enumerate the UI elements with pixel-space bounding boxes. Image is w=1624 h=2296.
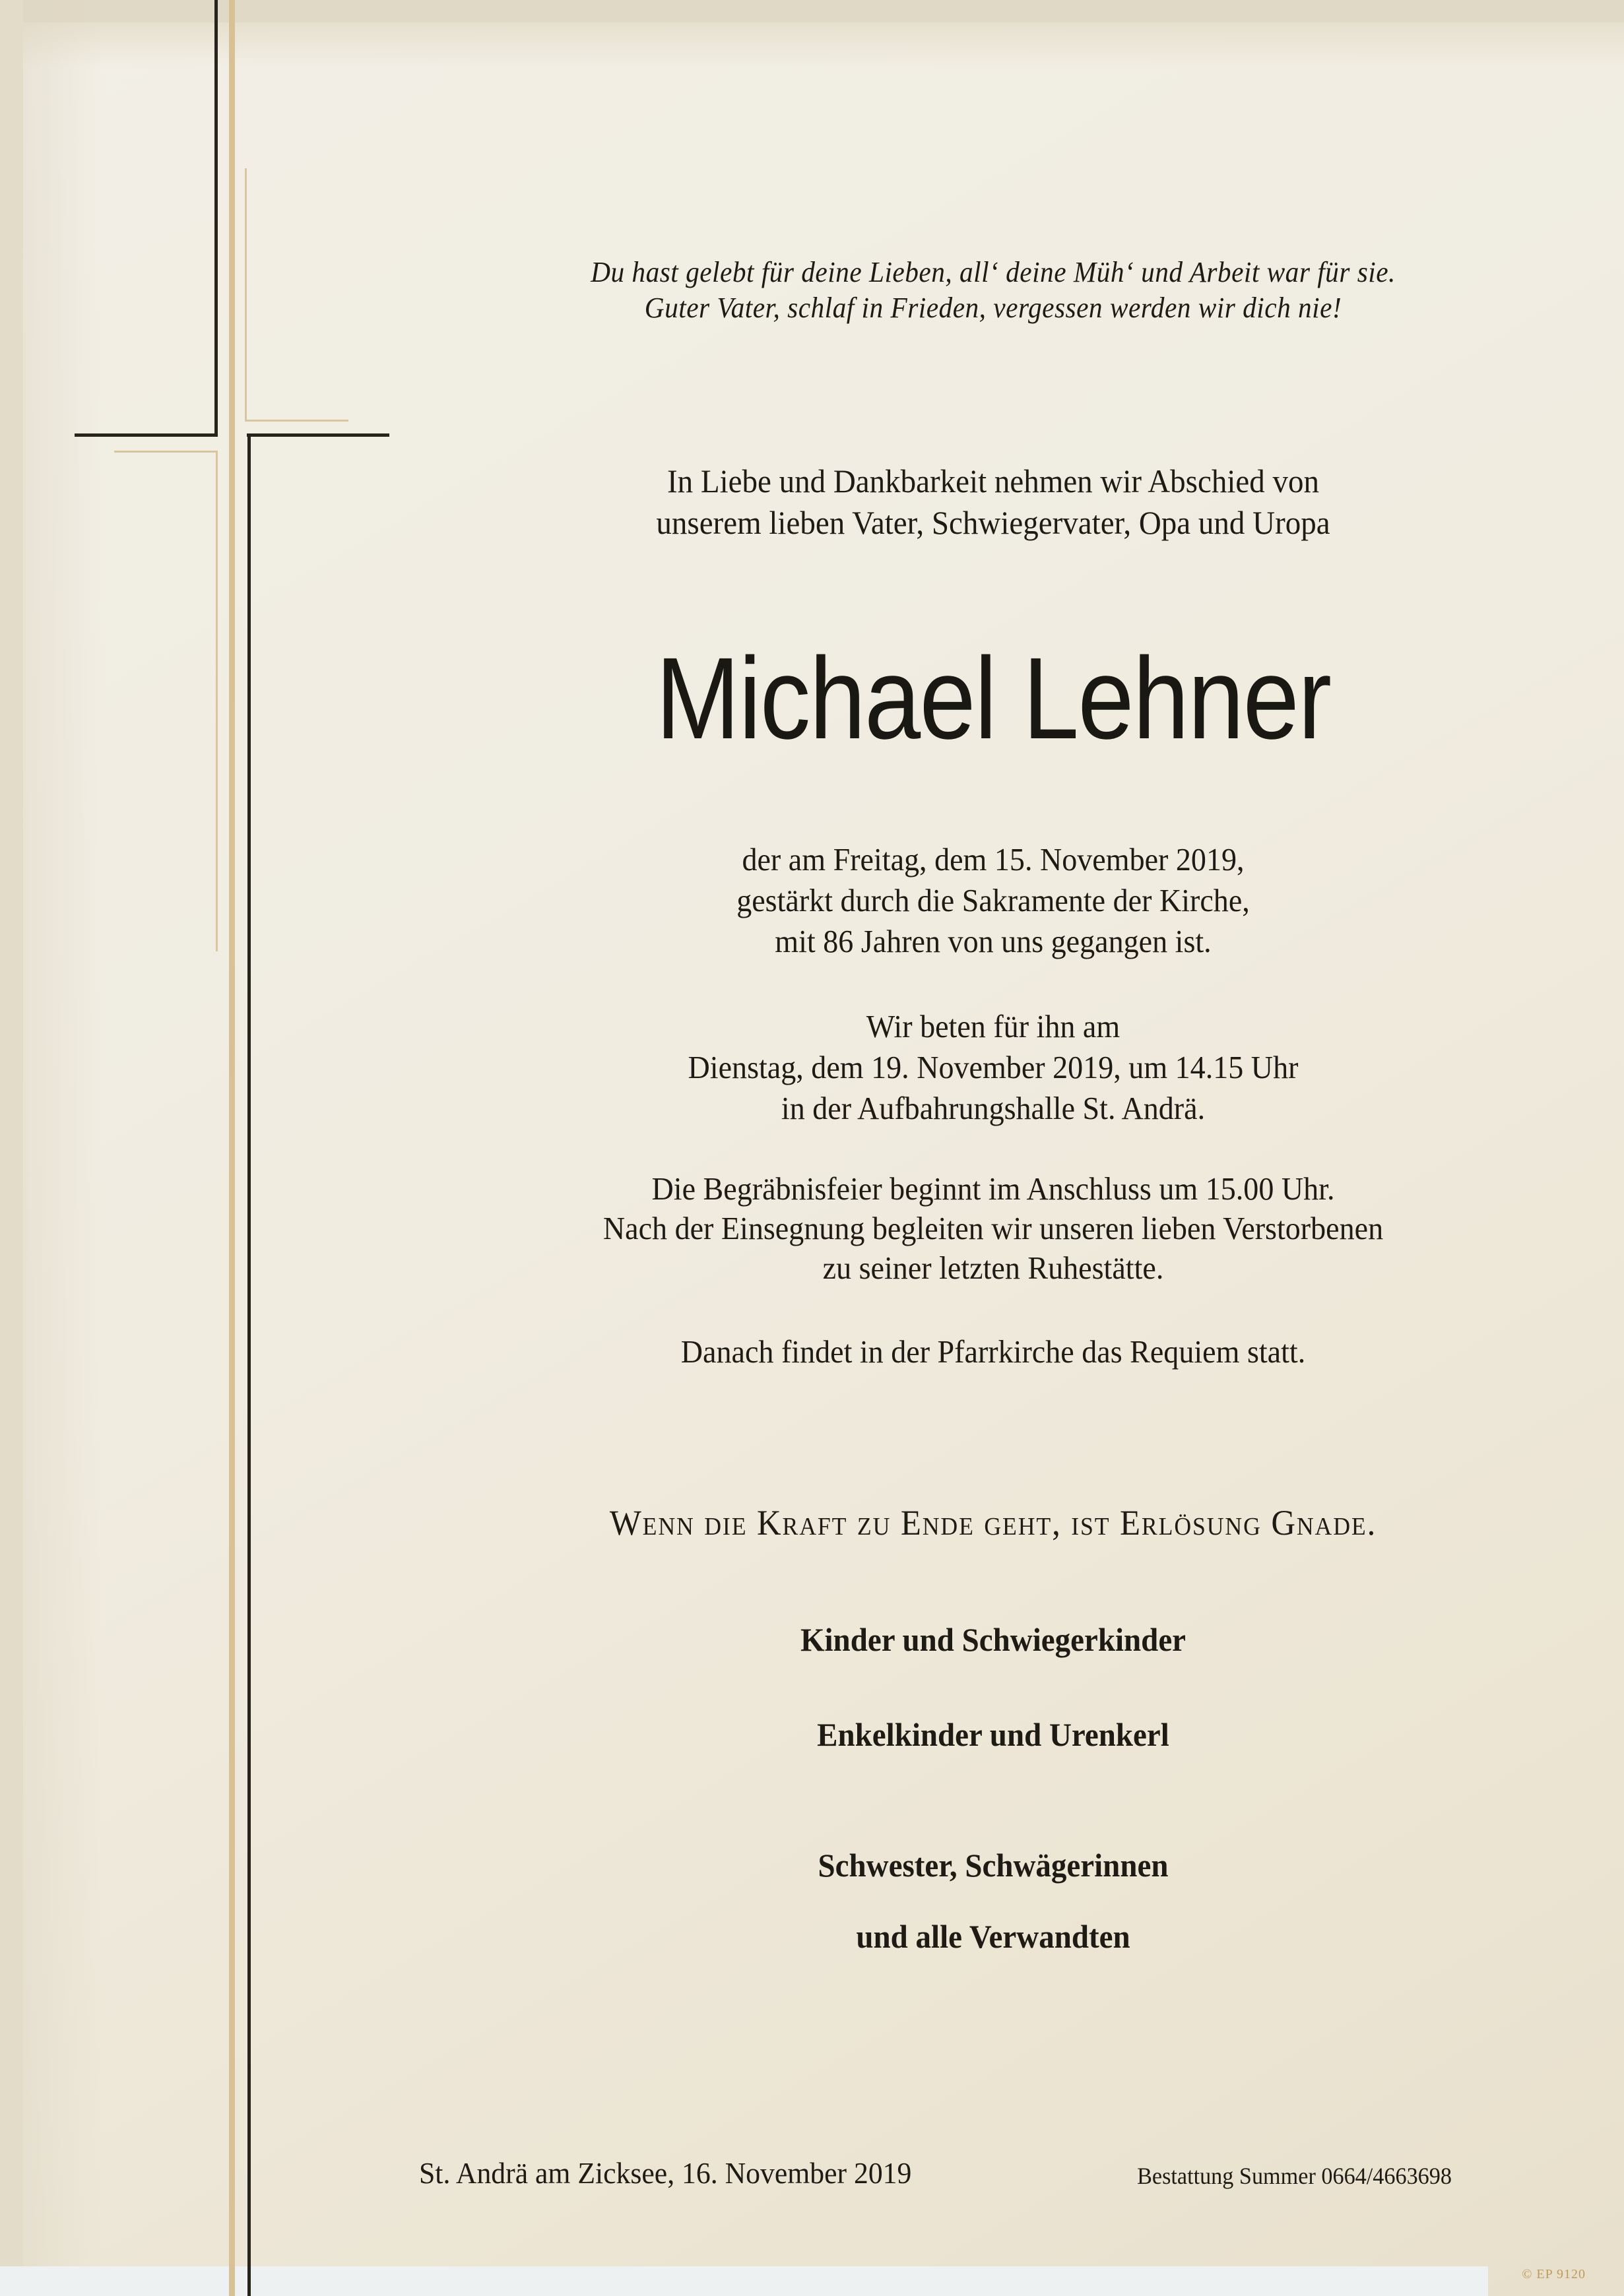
- mourners-line-2: Enkelkinder und Urenkerl: [817, 1716, 1169, 1753]
- mourners-line-1: Kinder und Schwiegerkinder: [800, 1621, 1186, 1658]
- epitaph-line-1: Du hast gelebt für deine Lieben, all‘ deine Müh‘ und Arbeit war für sie.: [591, 256, 1396, 288]
- passing-details: [407, 839, 1580, 962]
- undertaker-contact: Bestattung Summer 0664/4663698: [1137, 2163, 1452, 2189]
- cross-gold-arm-right: [245, 420, 348, 422]
- cross-black-arm-right: [247, 433, 389, 437]
- farewell-intro: [407, 461, 1580, 544]
- prayer-line-1: Wir beten für ihn am: [866, 1008, 1121, 1044]
- scan-left-edge: [0, 0, 23, 2296]
- passing-line-2: gestärkt durch die Sakramente der Kirche,: [736, 882, 1250, 918]
- cross-gold-vertical-upper-right: [245, 168, 247, 420]
- prayer-line-2: Dienstag, dem 19. November 2019, um 14.15 Uhr: [688, 1049, 1299, 1085]
- cross-gold-vertical-main: [229, 0, 235, 2296]
- scan-top-edge: [0, 0, 1624, 22]
- cross-black-vertical-lower: [247, 437, 251, 2296]
- passing-line-1: der am Freitag, dem 15. November 2019,: [742, 841, 1245, 877]
- cross-gold-vertical-lower-left: [216, 451, 218, 951]
- print-code: © EP 9120: [1522, 2267, 1586, 2281]
- requiem-note: Danach findet in der Pfarrkirche das Requiem statt.: [680, 1333, 1306, 1370]
- scan-bottom-strip: [0, 2266, 1488, 2296]
- epitaph-line-2: Guter Vater, schlaf in Frieden, vergessen werden wir dich nie!: [644, 292, 1342, 324]
- mourners-line-4: und alle Verwandten: [856, 1918, 1130, 1955]
- passing-line-3: mit 86 Jahren von uns gegangen ist.: [775, 923, 1212, 959]
- deceased-name: Michael Lehner: [655, 634, 1331, 763]
- cross-gold-arm-left: [114, 451, 218, 453]
- funeral-line-3: zu seiner letzten Ruhestätte.: [822, 1250, 1164, 1286]
- funeral-line-1: Die Begräbnisfeier beginnt im Anschluss um 15.00 Uhr.: [651, 1170, 1335, 1207]
- scan-left-shading: [23, 0, 102, 2296]
- prayer-details: [407, 1006, 1580, 1129]
- place-and-date: St. Andrä am Zicksee, 16. November 2019: [419, 2156, 912, 2190]
- mourners-line-3: Schwester, Schwägerinnen: [818, 1847, 1169, 1884]
- funeral-details: [407, 1169, 1580, 1288]
- epitaph-verse: [407, 255, 1580, 326]
- intro-line-2: unserem lieben Vater, Schwiegervater, Opa und Uropa: [656, 504, 1330, 541]
- funeral-line-2: Nach der Einsegnung begleiten wir unseren lieben Verstorbenen: [602, 1210, 1384, 1246]
- prayer-line-3: in der Aufbahrungshalle St. Andrä.: [781, 1090, 1206, 1126]
- cross-black-arm-left: [75, 433, 218, 437]
- intro-line-1: In Liebe und Dankbarkeit nehmen wir Abschied von: [666, 462, 1320, 499]
- cross-black-vertical-upper: [214, 0, 218, 434]
- scan-top-shading: [0, 22, 1624, 69]
- motto-line: Wenn die Kraft zu Ende geht, ist Erlösung Gnade.: [609, 1503, 1377, 1543]
